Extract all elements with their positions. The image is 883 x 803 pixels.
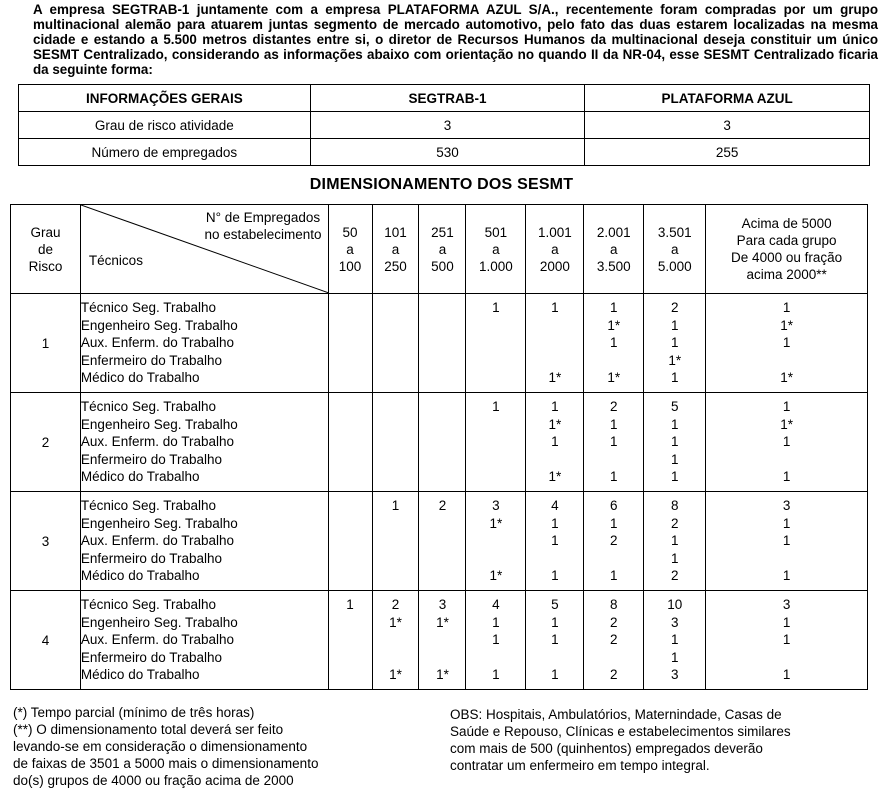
grau-row <box>11 393 868 492</box>
quantidade-value: 1 <box>782 568 791 584</box>
footnote-line: levando-se em consideração o dimensionamento <box>13 739 308 754</box>
quantidade-value <box>329 497 372 515</box>
tecnico-name: Engenheiro Seg. Trabalho <box>80 515 238 531</box>
quantidade-value <box>373 550 419 568</box>
quantidade-value <box>466 433 525 451</box>
quantidade-value <box>584 451 643 469</box>
tecnico-name: Enfermeiro do Trabalho <box>80 352 222 368</box>
quantidade-value: 1* <box>668 352 682 368</box>
grau-row <box>11 492 868 591</box>
tecnico-name: Médico do Trabalho <box>80 667 200 683</box>
quantidade-value <box>419 398 465 416</box>
quantidade-cell <box>419 492 466 591</box>
tecnicos-header: Técnicos <box>88 253 143 268</box>
grau-header-line: de <box>37 241 53 257</box>
quantidade-value <box>706 352 867 370</box>
quantidade-value: 1* <box>548 370 562 386</box>
quantidade-value <box>526 649 583 667</box>
quantidade-value <box>329 532 372 550</box>
quantidade-cell <box>526 492 584 591</box>
quantidade-cell <box>584 294 644 393</box>
info-header-row <box>19 85 870 112</box>
quantidade-value: 1* <box>548 469 562 485</box>
quantidade-value: 1 <box>670 335 679 351</box>
quantidade-cell <box>328 393 372 492</box>
quantidade-value: 1 <box>782 614 791 630</box>
tecnico-name: Aux. Enferm. do Trabalho <box>80 533 235 549</box>
quantidade-value <box>329 398 372 416</box>
quantidade-value <box>373 515 419 533</box>
quantidade-value <box>329 433 372 451</box>
obs-line: OBS: Hospitais, Ambulatórios, Maternindade, Casas de <box>450 707 782 722</box>
quantidade-value <box>466 451 525 469</box>
quantidade-cell <box>466 294 526 393</box>
quantidade-value: 5 <box>670 399 679 415</box>
dim-header-row <box>11 205 868 294</box>
quantidade-value <box>329 515 372 533</box>
quantidade-cell <box>328 294 372 393</box>
info-cell: Grau de risco atividade <box>19 112 311 139</box>
quantidade-value <box>373 334 419 352</box>
quantidade-value <box>466 532 525 550</box>
quantidade-value: 1* <box>489 515 503 531</box>
info-row <box>19 112 870 139</box>
quantidade-value <box>466 334 525 352</box>
quantidade-value: 1* <box>436 667 449 683</box>
quantidade-value <box>329 614 372 632</box>
quantidade-cell <box>584 393 644 492</box>
quantidade-value <box>373 468 419 486</box>
quantidade-value: 1* <box>436 614 449 630</box>
quantidade-value: 1 <box>782 434 791 450</box>
tecnico-name: Técnico Seg. Trabalho <box>80 399 217 415</box>
grau-value: 2 <box>11 393 81 492</box>
quantidade-cell <box>706 294 868 393</box>
quantidade-value <box>373 369 419 387</box>
quantidade-value: 8 <box>610 597 618 613</box>
quantidade-value <box>466 369 525 387</box>
quantidade-value: 1 <box>782 399 791 415</box>
quantidade-value <box>419 416 465 434</box>
quantidade-value: 1 <box>610 469 618 485</box>
info-row <box>19 139 870 166</box>
quantidade-value <box>419 433 465 451</box>
quantidade-value <box>526 334 583 352</box>
quantidade-value: 1 <box>670 469 679 485</box>
quantidade-cell <box>419 393 466 492</box>
col-header: 501 a 1.000 <box>466 205 526 294</box>
quantidade-value: 1* <box>607 317 621 333</box>
quantidade-value <box>329 666 372 684</box>
tecnico-name: Enfermeiro do Trabalho <box>80 649 222 665</box>
quantidade-value: 1 <box>492 399 500 415</box>
quantidade-cell <box>372 294 419 393</box>
quantidade-cell <box>372 492 419 591</box>
col-header: 50 a 100 <box>328 205 372 294</box>
tecnicos-list <box>80 591 328 690</box>
quantidade-cell <box>372 591 419 690</box>
dimensionamento-title: DIMENSIONAMENTO DOS SESMT <box>309 176 574 193</box>
grau-header-line: Grau <box>30 224 61 240</box>
quantidade-value: 1* <box>780 370 793 386</box>
quantidade-value: 2 <box>610 614 618 630</box>
quantidade-value: 1 <box>610 515 618 531</box>
quantidade-value <box>584 352 643 370</box>
quantidade-cell <box>328 591 372 690</box>
quantidade-value <box>584 550 643 568</box>
quantidade-value <box>329 369 372 387</box>
quantidade-value <box>419 334 465 352</box>
quantidade-cell <box>706 591 868 690</box>
quantidade-value <box>419 515 465 533</box>
dim-body <box>11 294 868 690</box>
quantidade-value <box>466 416 525 434</box>
obs-line: contratar um enfermeiro em tempo integral. <box>450 758 710 773</box>
quantidade-value <box>466 550 525 568</box>
quantidade-value <box>373 532 419 550</box>
footnote-line: do(s) grupos de 4000 ou fração acima de 2000 <box>13 773 294 788</box>
quantidade-value: 1 <box>610 300 618 316</box>
quantidade-value <box>373 352 419 370</box>
quantidade-value: 1 <box>492 614 500 630</box>
quantidade-cell <box>328 492 372 591</box>
quantidade-value: 2 <box>610 399 618 415</box>
quantidade-value <box>373 649 419 667</box>
quantidade-value: 1 <box>610 434 618 450</box>
quantidade-value: 1 <box>551 632 559 648</box>
quantidade-value <box>419 468 465 486</box>
quantidade-cell <box>584 591 644 690</box>
quantidade-value: 1* <box>548 416 562 432</box>
quantidade-value: 1 <box>670 416 679 432</box>
quantidade-value: 3 <box>438 597 447 613</box>
quantidade-value: 5 <box>551 597 559 613</box>
tecnico-name: Médico do Trabalho <box>80 469 200 485</box>
quantidade-value <box>419 550 465 568</box>
quantidade-value <box>706 649 867 667</box>
empregados-header-line: N° de Empregados <box>205 210 321 225</box>
quantidade-value <box>329 631 372 649</box>
tecnico-name: Enfermeiro do Trabalho <box>80 550 222 566</box>
quantidade-value: 1 <box>670 370 679 386</box>
quantidade-value <box>373 433 419 451</box>
grau-header-line: Risco <box>28 258 63 274</box>
quantidade-cell <box>419 294 466 393</box>
quantidade-value: 1 <box>782 469 791 485</box>
quantidade-value <box>329 649 372 667</box>
quantidade-value: 1 <box>346 597 354 613</box>
quantidade-value: 1 <box>782 515 791 531</box>
quantidade-value: 1 <box>492 667 500 683</box>
quantidade-value <box>329 334 372 352</box>
quantidade-value <box>329 299 372 317</box>
quantidade-cell <box>372 393 419 492</box>
col-header: 2.001 a 3.500 <box>584 205 644 294</box>
quantidade-value: 2 <box>610 632 618 648</box>
quantidade-value: 1 <box>551 399 559 415</box>
tecnico-name: Engenheiro Seg. Trabalho <box>80 614 238 630</box>
quantidade-value <box>373 398 419 416</box>
quantidade-value: 1 <box>782 335 791 351</box>
quantidade-value: 1 <box>551 614 559 630</box>
tecnico-name: Engenheiro Seg. Trabalho <box>80 317 238 333</box>
quantidade-value: 3 <box>670 667 679 683</box>
quantidade-value: 1 <box>782 300 791 316</box>
quantidade-value <box>329 550 372 568</box>
quantidade-value <box>373 416 419 434</box>
quantidade-value <box>706 550 867 568</box>
col-header: 251 a 500 <box>419 205 466 294</box>
tecnico-name: Aux. Enferm. do Trabalho <box>80 434 235 450</box>
info-header-cell: INFORMAÇÕES GERAIS <box>19 85 311 112</box>
tecnico-name: Técnico Seg. Trabalho <box>80 498 217 514</box>
quantidade-value: 2 <box>610 667 618 683</box>
quantidade-value: 1 <box>492 632 500 648</box>
quantidade-value: 3 <box>492 498 500 514</box>
quantidade-value: 3 <box>782 597 791 613</box>
quantidade-cell <box>526 393 584 492</box>
tecnico-name: Técnico Seg. Trabalho <box>80 300 217 316</box>
quantidade-value <box>526 550 583 568</box>
info-header-cell: SEGTRAB-1 <box>310 85 585 112</box>
quantidade-value: 3 <box>670 614 679 630</box>
quantidade-value <box>373 631 419 649</box>
quantidade-value: 2 <box>670 300 679 316</box>
quantidade-value: 1 <box>551 434 559 450</box>
quantidade-value <box>584 649 643 667</box>
quantidade-value <box>373 451 419 469</box>
quantidade-value <box>526 352 583 370</box>
info-cell: 530 <box>310 139 585 166</box>
tecnicos-list <box>80 294 328 393</box>
quantidade-value: 2 <box>670 515 679 531</box>
quantidade-value <box>526 451 583 469</box>
quantidade-value: 1 <box>610 568 618 584</box>
quantidade-value: 1 <box>610 335 618 351</box>
footnote-line: de faixas de 3501 a 5000 mais o dimensionamento <box>13 756 319 771</box>
quantidade-value: 1 <box>551 667 559 683</box>
quantidade-cell <box>644 294 706 393</box>
quantidade-value <box>419 567 465 585</box>
footnote-line: (*) Tempo parcial (mínimo de três horas) <box>13 705 255 720</box>
quantidade-value: 4 <box>492 597 500 613</box>
quantidade-value: 1* <box>389 667 402 683</box>
quantidade-value: 2 <box>610 533 618 549</box>
footnotes <box>13 704 433 789</box>
dimensionamento-table <box>10 204 868 690</box>
quantidade-value: 2 <box>670 568 679 584</box>
tecnico-name: Aux. Enferm. do Trabalho <box>80 335 235 351</box>
quantidade-value: 1* <box>389 614 402 630</box>
quantidade-value: 2 <box>438 498 447 514</box>
quantidade-value: 1 <box>551 300 559 316</box>
quantidade-value <box>329 567 372 585</box>
quantidade-value <box>419 451 465 469</box>
quantidade-value <box>466 352 525 370</box>
quantidade-value <box>329 468 372 486</box>
quantidade-value <box>466 317 525 335</box>
quantidade-value: 1* <box>780 416 793 432</box>
info-cell: 255 <box>585 139 870 166</box>
quantidade-value: 1 <box>670 649 679 665</box>
footnote-line: (**) O dimensionamento total deverá ser feito <box>13 722 284 737</box>
quantidade-cell <box>526 294 584 393</box>
quantidade-value: 1 <box>782 533 791 549</box>
quantidade-cell <box>466 492 526 591</box>
quantidade-value <box>706 451 867 469</box>
quantidade-cell <box>644 492 706 591</box>
grau-value: 3 <box>11 492 81 591</box>
tecnico-name: Técnico Seg. Trabalho <box>80 597 217 613</box>
info-cell: 3 <box>310 112 585 139</box>
quantidade-value <box>419 369 465 387</box>
quantidade-value <box>419 631 465 649</box>
quantidade-value <box>373 567 419 585</box>
quantidade-value <box>466 649 525 667</box>
tecnicos-list <box>80 393 328 492</box>
quantidade-value: 1 <box>551 515 559 531</box>
col-header: 3.501 a 5.000 <box>644 205 706 294</box>
quantidade-value <box>329 416 372 434</box>
obs-note <box>450 706 870 774</box>
quantidade-cell <box>526 591 584 690</box>
intro-paragraph: A empresa SEGTRAB-1 juntamente com a empresa PLATAFORMA AZUL S/A., recentemente foram compradas por um grupo multinacional alemão para atuarem juntas segmento de mercado automotivo, pelo fato das duas estarem localizadas na mesma cidade e estando a 5.500 metros distantes entre si, o diretor de Recursos Humanos da multinacional deseja constituir um único SESMT Centralizado, considerando as informações abaixo com orientação no quando II da NR-04, esse SESMT Centralizado ficaria da seguinte forma: <box>33 2 878 77</box>
info-cell: Número de empregados <box>19 139 311 166</box>
quantidade-value: 1 <box>670 451 679 467</box>
empregados-header <box>204 209 321 243</box>
quantidade-value: 1 <box>782 667 791 683</box>
quantidade-value: 1 <box>670 632 679 648</box>
quantidade-value <box>526 317 583 335</box>
quantidade-value <box>329 451 372 469</box>
quantidade-value: 1* <box>489 568 503 584</box>
quantidade-cell <box>706 393 868 492</box>
quantidade-value <box>419 352 465 370</box>
info-cell: 3 <box>585 112 870 139</box>
info-header-cell: PLATAFORMA AZUL <box>585 85 870 112</box>
quantidade-value <box>419 532 465 550</box>
quantidade-value <box>329 317 372 335</box>
tecnico-name: Médico do Trabalho <box>80 370 200 386</box>
quantidade-value: 1 <box>551 533 559 549</box>
tecnico-name: Engenheiro Seg. Trabalho <box>80 416 238 432</box>
quantidade-value: 1 <box>610 416 618 432</box>
quantidade-value: 1 <box>551 568 559 584</box>
quantidade-value <box>419 317 465 335</box>
quantidade-value: 1 <box>391 498 400 514</box>
quantidade-cell <box>706 492 868 591</box>
quantidade-value: 1* <box>780 317 793 333</box>
quantidade-value <box>373 317 419 335</box>
diagonal-header <box>80 205 328 294</box>
quantidade-value: 1* <box>607 370 621 386</box>
col-header: Acima de 5000 Para cada grupo De 4000 ou fração acima 2000** <box>706 205 868 294</box>
quantidade-cell <box>644 393 706 492</box>
quantidade-value: 6 <box>610 498 618 514</box>
grau-row <box>11 294 868 393</box>
quantidade-cell <box>466 393 526 492</box>
quantidade-value: 1 <box>670 533 679 549</box>
quantidade-value <box>329 352 372 370</box>
tecnico-name: Enfermeiro do Trabalho <box>80 451 222 467</box>
quantidade-value: 1 <box>670 434 679 450</box>
quantidade-value: 1 <box>492 300 500 316</box>
quantidade-value: 8 <box>670 498 679 514</box>
quantidade-value: 1 <box>670 550 679 566</box>
info-table <box>18 84 870 166</box>
grau-header <box>11 205 81 294</box>
quantidade-value <box>373 299 419 317</box>
quantidade-value: 2 <box>391 597 400 613</box>
grau-value: 1 <box>11 294 81 393</box>
grau-value: 4 <box>11 591 81 690</box>
quantidade-cell <box>584 492 644 591</box>
quantidade-value: 4 <box>551 498 559 514</box>
tecnico-name: Aux. Enferm. do Trabalho <box>80 632 235 648</box>
grau-row <box>11 591 868 690</box>
obs-line: Saúde e Repouso, Clínicas e estabelecimentos similares <box>450 724 791 739</box>
quantidade-value <box>419 649 465 667</box>
col-header: 1.001 a 2000 <box>526 205 584 294</box>
quantidade-value: 1 <box>782 632 791 648</box>
quantidade-cell <box>419 591 466 690</box>
quantidade-value <box>466 468 525 486</box>
empregados-header-line: no estabelecimento <box>204 227 322 242</box>
obs-line: com mais de 500 (quinhentos) empregados deverão <box>450 741 763 756</box>
col-header: 101 a 250 <box>372 205 419 294</box>
tecnico-name: Médico do Trabalho <box>80 568 200 584</box>
quantidade-value: 10 <box>667 597 683 613</box>
quantidade-value: 1 <box>670 317 679 333</box>
quantidade-cell <box>466 591 526 690</box>
quantidade-value: 3 <box>782 498 791 514</box>
quantidade-value <box>419 299 465 317</box>
quantidade-cell <box>644 591 706 690</box>
tecnicos-list <box>80 492 328 591</box>
